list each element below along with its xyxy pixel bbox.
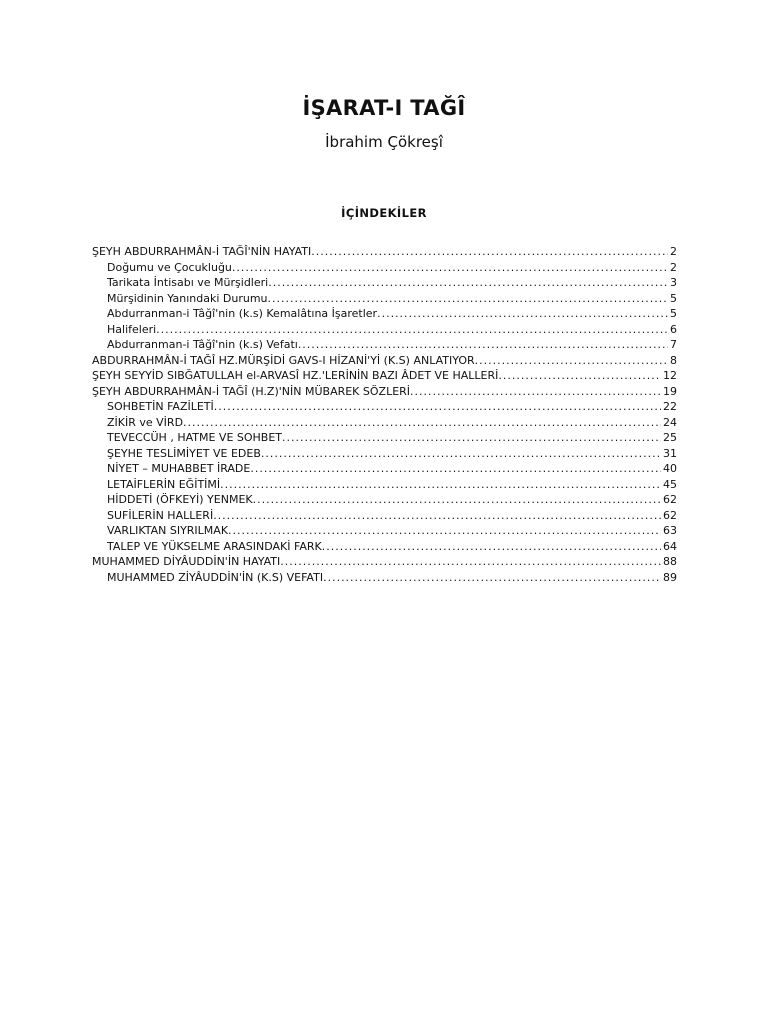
toc-page-number: 63	[663, 524, 677, 537]
toc-dot-leader	[268, 291, 668, 307]
toc-dot-leader	[322, 539, 661, 555]
toc-entry[interactable]	[92, 508, 677, 524]
toc-page-number: 3	[670, 276, 677, 289]
toc-page-number: 19	[663, 384, 677, 398]
toc-page-number: 12	[663, 369, 677, 382]
toc-page-number: 64	[663, 539, 677, 553]
toc-page-number: 62	[663, 508, 677, 522]
toc-entry[interactable]	[92, 492, 677, 508]
toc-page-number: 6	[670, 322, 677, 336]
toc-page-number: 5	[670, 307, 677, 320]
toc-dot-leader	[377, 306, 668, 322]
toc-entry-title: Abdurranman-i Tâğî'nin (k.s) Kemalâtına İşaretler	[107, 307, 378, 320]
toc-dot-leader	[298, 337, 668, 353]
toc-entry[interactable]	[92, 399, 677, 415]
toc-entry[interactable]	[92, 275, 677, 291]
toc-dot-leader	[228, 523, 661, 539]
toc-entry-title: ŞEYH SEYYİD SIBĞATULLAH el-ARVASÎ HZ.'LERİNİN BAZI ÂDET VE HALLERİ	[92, 369, 499, 382]
toc-entry-title: ŞEYH ABDURRAHMÂN-İ TAĞÎ'NİN HAYATI	[92, 245, 312, 258]
toc-entry-title: Mürşidinin Yanındaki Durumu	[107, 291, 268, 305]
toc-dot-leader	[498, 368, 661, 384]
document-title: İŞARAT-I TAĞÎ	[302, 96, 466, 120]
toc-entry[interactable]	[92, 554, 677, 570]
toc-entry[interactable]	[92, 322, 677, 338]
toc-page-number: 40	[663, 462, 677, 475]
toc-dot-leader	[323, 570, 661, 586]
toc-page-number: 22	[663, 400, 677, 413]
toc-page-number: 45	[663, 477, 677, 491]
toc-dot-leader	[282, 430, 661, 446]
toc-entry-title: Abdurranman-i Tâğî'nin (k.s) Vefatı	[107, 338, 298, 351]
toc-entry-title: Tarikata İntisabı ve Mürşidleri	[107, 276, 269, 289]
toc-entry[interactable]	[92, 570, 677, 586]
document-author: İbrahim Çökreşî	[325, 133, 443, 151]
toc-entry[interactable]	[92, 368, 677, 384]
toc-entry-title: ABDURRAHMÂN-İ TAĞÎ HZ.MÜRŞİDİ GAVS-I HİZANİ'Yİ (K.S) ANLATIYOR	[92, 353, 475, 367]
toc-entry[interactable]	[92, 337, 677, 353]
toc-page-number: 2	[670, 245, 677, 258]
toc-dot-leader	[280, 554, 661, 570]
toc-entry-title: MUHAMMED DİYÂUDDİN'İN HAYATI	[92, 555, 281, 568]
toc-dot-leader	[232, 260, 668, 276]
toc-entry-title: MUHAMMED ZİYÂUDDİN'İN (K.S) VEFATI	[107, 570, 324, 584]
toc-dot-leader	[268, 275, 668, 291]
toc-entry[interactable]	[92, 430, 677, 446]
toc-dot-leader	[213, 508, 661, 524]
toc-entry[interactable]	[92, 461, 677, 477]
toc-page-number: 5	[670, 291, 677, 305]
toc-entry[interactable]	[92, 291, 677, 307]
toc-entry[interactable]	[92, 446, 677, 462]
toc-page-number: 2	[670, 260, 677, 274]
toc-page-number: 62	[663, 493, 677, 506]
toc-dot-leader	[214, 399, 661, 415]
toc-entry-title: ŞEYHE TESLİMİYET VE EDEB	[107, 446, 261, 460]
toc-page-number: 24	[663, 415, 677, 429]
toc-page-number: 25	[663, 431, 677, 444]
toc-dot-leader	[156, 322, 668, 338]
toc-entry[interactable]	[92, 477, 677, 493]
toc-page-number: 88	[663, 555, 677, 568]
toc-entry-title: VARLIKTAN SIYRILMAK	[107, 524, 229, 537]
toc-entry[interactable]	[92, 539, 677, 555]
toc-entry-title: SOHBETİN FAZİLETİ	[107, 400, 214, 413]
toc-entry[interactable]	[92, 523, 677, 539]
toc-dot-leader	[475, 353, 668, 369]
toc-page-number: 31	[663, 446, 677, 460]
table-of-contents	[92, 244, 677, 585]
toc-entry-title: HİDDETİ (ÖFKEYİ) YENMEK	[107, 493, 253, 506]
toc-page-number: 7	[670, 338, 677, 351]
toc-page-number: 8	[670, 353, 677, 367]
toc-entry-title: TALEP VE YÜKSELME ARASINDAKİ FARK	[107, 539, 322, 553]
toc-entry-title: LETAİFLERİN EĞİTİMİ	[107, 477, 221, 491]
toc-entry-title: ZİKİR ve VİRD	[107, 415, 184, 429]
toc-page-number: 89	[663, 570, 677, 584]
toc-entry[interactable]	[92, 244, 677, 260]
toc-entry-title: SUFİLERİN HALLERİ	[107, 508, 214, 522]
toc-heading: İÇİNDEKİLER	[341, 206, 427, 220]
toc-entry[interactable]	[92, 384, 677, 400]
toc-entry[interactable]	[92, 306, 677, 322]
toc-entry[interactable]	[92, 415, 677, 431]
toc-entry-title: ŞEYH ABDURRAHMÂN-İ TAĞÎ (H.Z)'NİN MÜBAREK SÖZLERİ	[92, 384, 411, 398]
toc-entry-title: Doğumu ve Çocukluğu	[107, 260, 232, 274]
toc-entry[interactable]	[92, 353, 677, 369]
toc-dot-leader	[183, 415, 661, 431]
toc-entry-title: TEVECCÜH , HATME VE SOHBET	[107, 431, 283, 444]
toc-entry-title: Halifeleri	[107, 322, 157, 336]
toc-dot-leader	[250, 461, 661, 477]
toc-dot-leader	[410, 384, 661, 400]
toc-dot-leader	[311, 244, 668, 260]
toc-dot-leader	[261, 446, 661, 462]
toc-dot-leader	[253, 492, 661, 508]
toc-dot-leader	[220, 477, 661, 493]
toc-entry-title: NİYET – MUHABBET İRADE	[107, 462, 251, 475]
toc-entry[interactable]	[92, 260, 677, 276]
